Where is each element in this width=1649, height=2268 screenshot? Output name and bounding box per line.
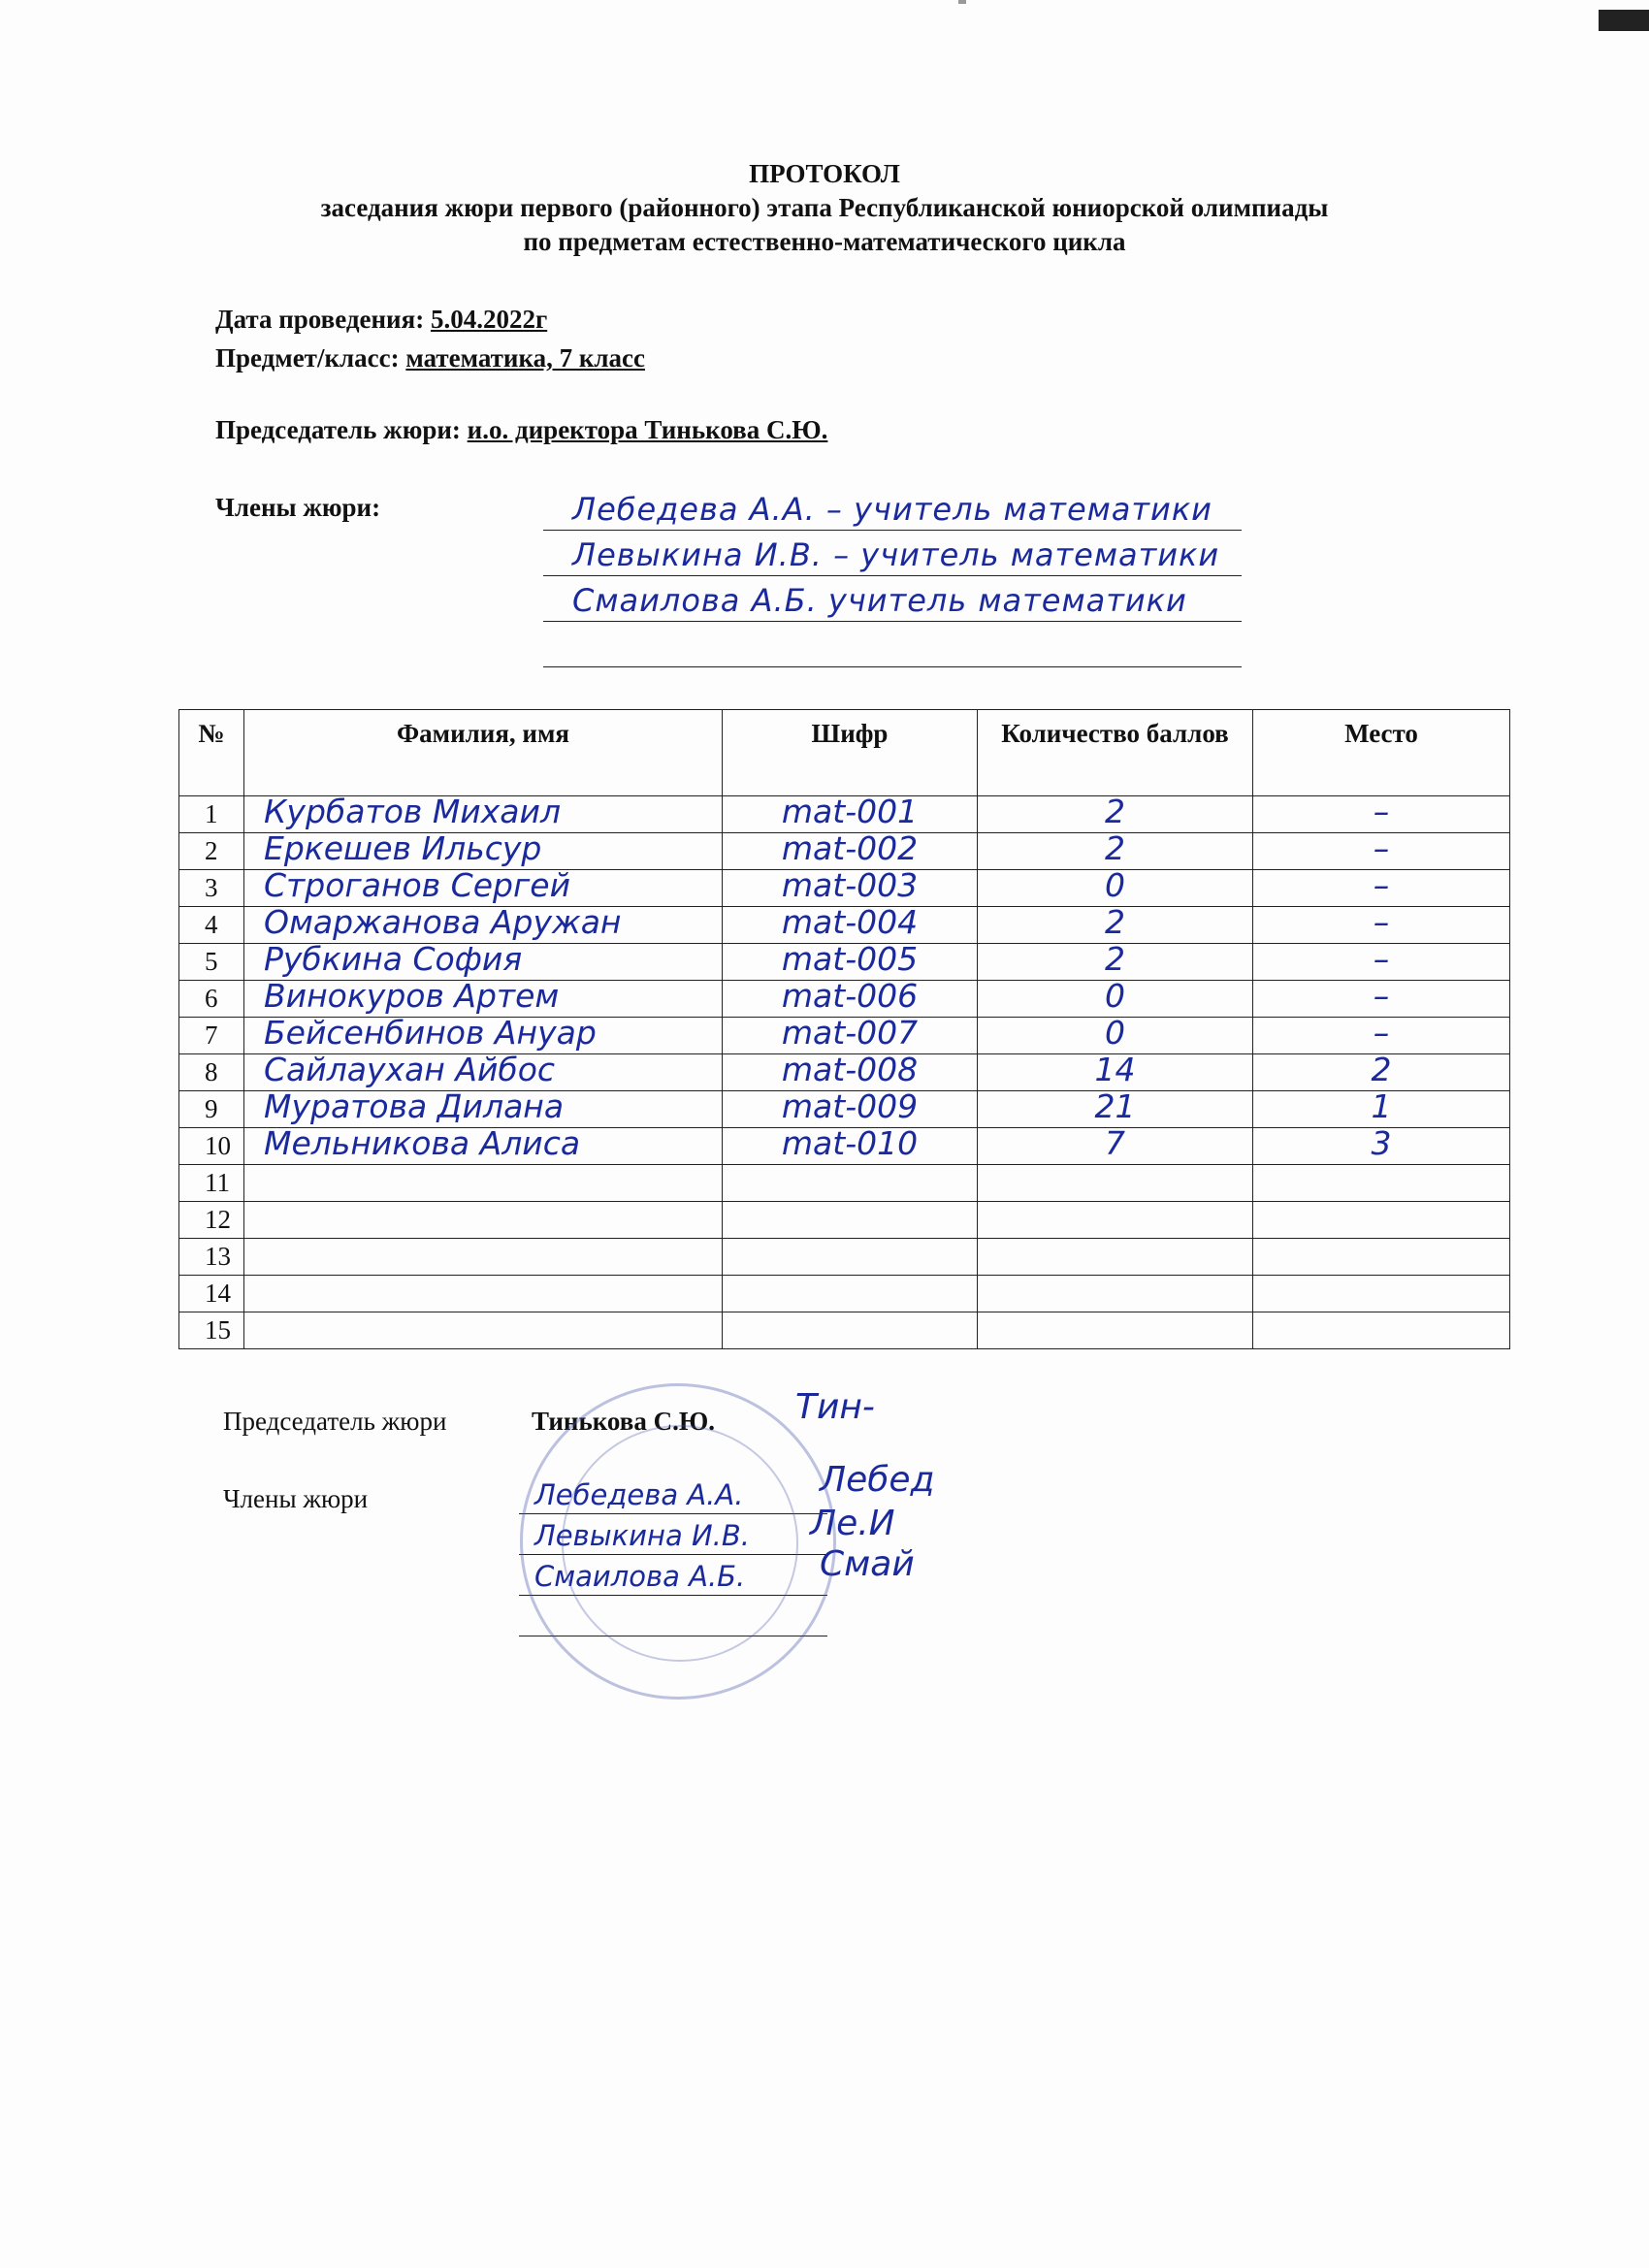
table-row: [179, 796, 1510, 833]
signature-chair-label: Председатель жюри: [223, 1407, 447, 1436]
document-subtitle-line1: заседания жюри первого (районного) этапа Республиканской юниорской олимпиады: [320, 193, 1329, 222]
members-row: [215, 493, 380, 523]
participant-score-cell: [978, 793, 1253, 833]
participant-code: mat-001: [781, 793, 919, 830]
jury-member-line: [543, 485, 1242, 531]
participant-name-cell: [244, 1165, 723, 1202]
participant-code-cell: [723, 1087, 978, 1128]
participant-code-cell: [723, 1239, 978, 1276]
jury-member-lines: [543, 485, 1242, 667]
row-number-cell: 5: [179, 944, 244, 981]
participant-code: mat-008: [781, 1051, 919, 1088]
participant-code: mat-002: [781, 829, 919, 867]
participant-place: –: [1373, 1014, 1390, 1052]
participant-place-cell: [1253, 977, 1510, 1018]
participant-name: Винокуров Артем: [264, 977, 560, 1015]
participant-score-cell: [978, 903, 1253, 944]
participant-place-cell: [1253, 1239, 1510, 1276]
participant-score: 7: [1105, 1124, 1125, 1162]
participant-place-cell: [1253, 1165, 1510, 1202]
participant-code-cell: [723, 1124, 978, 1165]
participant-code: mat-010: [781, 1124, 919, 1162]
participant-name-cell: [244, 829, 723, 870]
participant-name: Рубкина София: [264, 940, 523, 978]
table-row: [179, 1091, 1510, 1128]
participant-name: Сайлаухан Айбос: [264, 1051, 556, 1088]
participant-score-cell: [978, 866, 1253, 907]
participant-place-cell: [1253, 1312, 1510, 1349]
row-number-cell: 3: [179, 870, 244, 907]
participant-score-cell: [978, 1051, 1253, 1091]
participant-place: –: [1373, 977, 1390, 1015]
participant-place-cell: [1253, 1124, 1510, 1165]
row-number-cell: 12: [179, 1202, 244, 1239]
participant-place-cell: [1253, 903, 1510, 944]
participant-score: 2: [1105, 829, 1125, 867]
jury-member-handwritten: Левыкина И.В. – учитель математики: [572, 536, 1220, 573]
col-header-name: Фамилия, имя: [244, 710, 723, 796]
participant-score: 21: [1094, 1087, 1136, 1125]
participant-name-cell: [244, 1124, 723, 1165]
participant-score-cell: [978, 1239, 1253, 1276]
participant-code-cell: [723, 829, 978, 870]
participant-code: mat-006: [781, 977, 919, 1015]
scan-edge-tick: [958, 0, 966, 4]
subject-label: Предмет/класс:: [215, 343, 400, 373]
member-signature: Ле.И: [810, 1504, 895, 1543]
participant-name-cell: [244, 977, 723, 1018]
official-stamp-inner-ring: [562, 1425, 798, 1662]
row-number-cell: 15: [179, 1312, 244, 1349]
participant-code-cell: [723, 1014, 978, 1054]
participant-score-cell: [978, 1276, 1253, 1312]
row-number-cell: 4: [179, 907, 244, 944]
participant-name: Бейсенбинов Ануар: [264, 1014, 597, 1052]
results-table: [178, 709, 1510, 1349]
table-row: [179, 1312, 1510, 1349]
participant-code-cell: [723, 866, 978, 907]
participant-place-cell: [1253, 1051, 1510, 1091]
participant-score: 2: [1105, 940, 1125, 978]
subject-value: математика, 7 класс: [405, 343, 646, 373]
table-header-row: [179, 710, 1510, 796]
participant-code: mat-005: [781, 940, 919, 978]
member-name-handwritten: Смаилова А.Б.: [534, 1560, 746, 1593]
participant-name-cell: [244, 1051, 723, 1091]
participant-place: –: [1373, 903, 1390, 941]
member-name-handwritten: Левыкина И.В.: [534, 1519, 750, 1552]
participant-name: Еркешев Ильсур: [264, 829, 542, 867]
participant-place: –: [1373, 829, 1390, 867]
participant-code-cell: [723, 1165, 978, 1202]
jury-member-line: [543, 576, 1242, 622]
results-table-body: [179, 793, 1510, 1349]
participant-name-cell: [244, 866, 723, 907]
participant-place-cell: [1253, 1202, 1510, 1239]
members-label: Члены жюри:: [215, 493, 381, 522]
scan-edge-mark: [1599, 10, 1649, 31]
date-label: Дата проведения:: [215, 305, 425, 334]
participant-code: mat-004: [781, 903, 919, 941]
chair-signature: Тин-: [795, 1387, 875, 1427]
col-header-score: Количество баллов: [978, 710, 1253, 796]
participant-place: –: [1373, 940, 1390, 978]
participant-score: 0: [1105, 977, 1125, 1015]
table-row: [179, 981, 1510, 1018]
participant-place: –: [1373, 793, 1390, 830]
signature-chair-name: Тинькова С.Ю.: [532, 1407, 715, 1436]
participant-code-cell: [723, 940, 978, 981]
signature-members-label: Члены жюри: [223, 1484, 369, 1513]
participant-name-cell: [244, 940, 723, 981]
member-name-handwritten: Лебедева А.А.: [534, 1478, 744, 1511]
jury-member-line: [543, 622, 1242, 667]
row-number-cell: 6: [179, 981, 244, 1018]
col-header-code: Шифр: [723, 710, 978, 796]
table-row: [179, 944, 1510, 981]
member-signature: Смай: [820, 1544, 915, 1584]
chair-row: [215, 415, 827, 445]
jury-member-line: [543, 531, 1242, 576]
participant-name-cell: [244, 1202, 723, 1239]
row-number-cell: 10: [179, 1128, 244, 1165]
participant-code-cell: [723, 793, 978, 833]
chair-label: Председатель жюри:: [215, 415, 461, 444]
participant-place-cell: [1253, 1276, 1510, 1312]
participant-score-cell: [978, 1312, 1253, 1349]
participant-name-cell: [244, 1312, 723, 1349]
participant-code-cell: [723, 903, 978, 944]
table-row: [179, 833, 1510, 870]
participant-score-cell: [978, 1087, 1253, 1128]
participant-code-cell: [723, 1312, 978, 1349]
participant-name: Муратова Дилана: [264, 1087, 565, 1125]
participant-code-cell: [723, 1051, 978, 1091]
table-row: [179, 870, 1510, 907]
table-row: [179, 1128, 1510, 1165]
table-row: [179, 1165, 1510, 1202]
participant-name-cell: [244, 1239, 723, 1276]
participant-code: mat-009: [781, 1087, 919, 1125]
participant-name: Строганов Сергей: [264, 866, 571, 904]
participant-name-cell: [244, 903, 723, 944]
participant-score-cell: [978, 829, 1253, 870]
participant-score: 2: [1105, 903, 1125, 941]
row-number-cell: 13: [179, 1239, 244, 1276]
document-title: ПРОТОКОЛ: [749, 159, 900, 188]
table-row: [179, 907, 1510, 944]
document-header: [0, 157, 1649, 259]
participant-code-cell: [723, 977, 978, 1018]
table-row: [179, 1202, 1510, 1239]
row-number-cell: 14: [179, 1276, 244, 1312]
participant-code-cell: [723, 1276, 978, 1312]
participant-score: 14: [1094, 1051, 1136, 1088]
participant-score-cell: [978, 1165, 1253, 1202]
participant-place: 2: [1371, 1051, 1392, 1088]
participant-score-cell: [978, 1014, 1253, 1054]
participant-place: –: [1373, 866, 1390, 904]
row-number-cell: 9: [179, 1091, 244, 1128]
jury-member-handwritten: Смаилова А.Б. учитель математики: [572, 582, 1187, 619]
date-value: 5.04.2022г: [430, 305, 548, 334]
participant-code: mat-007: [781, 1014, 919, 1052]
participant-name: Курбатов Михаил: [264, 793, 562, 830]
participant-name-cell: [244, 1087, 723, 1128]
participant-place-cell: [1253, 940, 1510, 981]
participant-score-cell: [978, 1124, 1253, 1165]
participant-score: 2: [1105, 793, 1125, 830]
document-subtitle-line2: по предметам естественно-математического цикла: [523, 227, 1126, 256]
table-row: [179, 1054, 1510, 1091]
participant-place-cell: [1253, 1014, 1510, 1054]
participant-code: mat-003: [781, 866, 919, 904]
row-number-cell: 8: [179, 1054, 244, 1091]
participant-place-cell: [1253, 1087, 1510, 1128]
participant-score: 0: [1105, 866, 1125, 904]
participant-name: Мельникова Алиса: [264, 1124, 581, 1162]
participant-name-cell: [244, 1014, 723, 1054]
official-stamp: [520, 1383, 836, 1700]
participant-score-cell: [978, 977, 1253, 1018]
participant-place-cell: [1253, 793, 1510, 833]
participant-name-cell: [244, 1276, 723, 1312]
member-signature: Лебед: [820, 1460, 935, 1500]
col-header-number: №: [179, 710, 244, 796]
participant-place-cell: [1253, 866, 1510, 907]
table-row: [179, 1239, 1510, 1276]
col-header-place: Место: [1253, 710, 1510, 796]
participant-place: 1: [1371, 1087, 1392, 1125]
chair-value: и.о. директора Тинькова С.Ю.: [467, 415, 828, 444]
participant-name: Омаржанова Аружан: [264, 903, 622, 941]
date-row: [215, 305, 547, 335]
row-number-cell: 1: [179, 796, 244, 833]
participant-place-cell: [1253, 829, 1510, 870]
row-number-cell: 2: [179, 833, 244, 870]
participant-score: 0: [1105, 1014, 1125, 1052]
participant-name-cell: [244, 793, 723, 833]
subject-row: [215, 343, 645, 373]
participant-score-cell: [978, 940, 1253, 981]
row-number-cell: 11: [179, 1165, 244, 1202]
table-row: [179, 1276, 1510, 1312]
participant-score-cell: [978, 1202, 1253, 1239]
table-row: [179, 1018, 1510, 1054]
jury-member-handwritten: Лебедева А.А. – учитель математики: [572, 491, 1212, 528]
participant-code-cell: [723, 1202, 978, 1239]
row-number-cell: 7: [179, 1018, 244, 1054]
participant-place: 3: [1371, 1124, 1392, 1162]
